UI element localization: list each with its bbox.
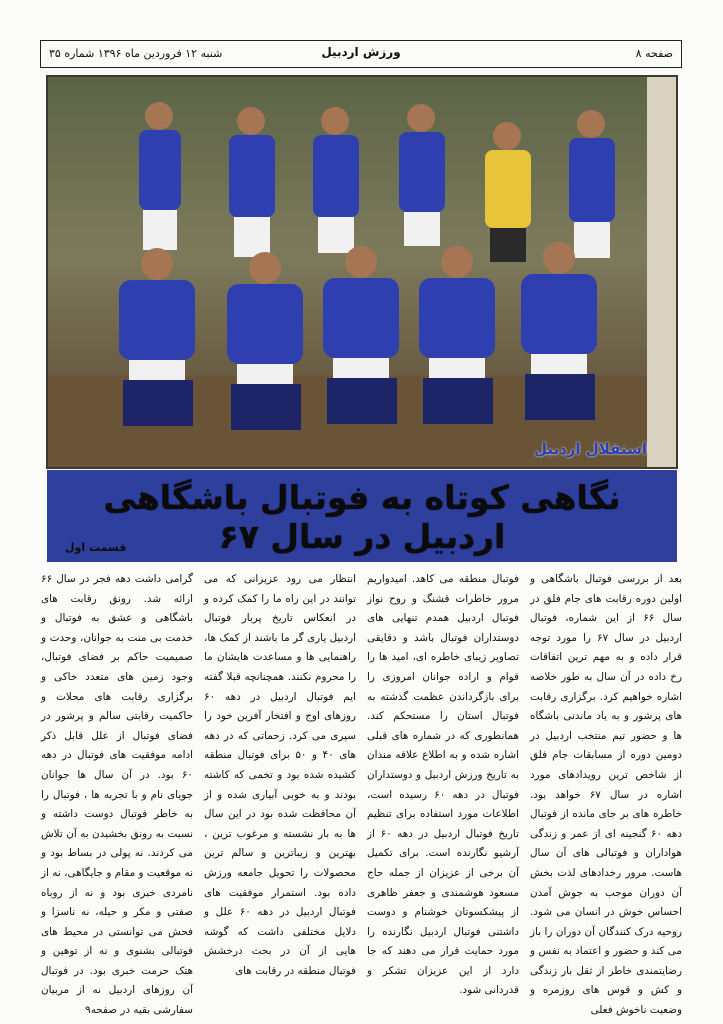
article-subtitle: قسمت اول [65,541,127,554]
photo-caption: استقلال اردبیل [533,440,647,458]
article-body [41,570,683,1017]
column-text: انتظار می رود عزیزانی که می توانند در این راه ما را کمک کرده و در انعکاس تاریخ پربار فوتبال اردبیل یاری گر ما باشند از کمک ها، راهنمایی ها و مساعدت هایشان ما را محروم نکنند. همچنانچه قبلا گفته ایم فوتبال اردبیل در دهه ۶۰ روزهای اوج و افتخار آفرین خود را سپری می کرد. زحماتی که در دهه های ۴۰ و ۵۰ برای فوتبال منطقه کشیده شده بود و تخمی که کاشته بودند و به خوبی آبیاری شده و از آن محافظت شده بود در این سال ها به بار نشسته و مرغوب ترین ، بهترین و زیباترین و سالم ترین محصولات را تحویل جامعه ورزش داده بود. استمرار موفقیت های فوتبال اردبیل در دهه ۶۰ علل و دلایل مختلفی داشت که گوشه هایی از آن در بحث درخشش فوتبال منطقه در رقابت های [204,573,356,977]
article-title: نگاهی کوتاه به فوتبال باشگاهی اردبیل در سال ۶۷ [103,478,621,556]
page-header [40,40,682,68]
column-text: فوتبال منطقه می کاهد. امیدواریم مرور خاطرات قشنگ و روح نواز فوتبال اردبیل همدم تنهایی های دوستداران فوتبال باشد و دقایقی تصاویر زیبای خاطره ای، امید ها را قوام و اراده جوانان امروزی را برای بازگرداندن عظمت گذشته به فوتبال استان را مستحکم کند. همانطوری که در شماره های قبلی اشاره شده و به اطلاع علاقه مندان به تاریخ ورزش اردبیل و دوستداران فوتبال در دهه ۶۰ رسیده است، اطلاعات مورد استفاده برای تنظیم تاریخ فوتبال اردبیل در دهه ۶۰ از آرشیو نگارنده است. برای تکمیل آن برخی از عزیزان از جمله حاج مسعود هوشمندی و جعفر ظاهری از پیشکسوتان خوشنام و دوست داشتنی فوتبال اردبیل نگارنده را مورد حمایت قرار می دهند که جا دارد از این عزیزان تشکر و قدردانی شود. [367,573,520,997]
article-column-2 [367,570,519,1010]
team-photo [47,76,677,468]
column-text: بعد از بررسی فوتبال باشگاهی و اولین دوره رقابت های جام فلق در سال ۶۶ از این شماره، فوتبال اردبیل در سال ۶۷ را مورد توجه قرار داده و به مهم ترین اتفاقات رخ داده در آن سال به طور خلاصه اشاره خواهیم کرد. برگزاری رقابت های پرشور و به یاد ماندنی باشگاه ها و حضور تیم منتخب اردبیل در دومین دوره از مسابقات جام فلق از شاخص ترین رویدادهای مورد اشاره در سال ۶۷ خواهد بود. خاطره های بر جای مانده از فوتبال دهه ۶۰ گنجینه ای از عمر و زندگی هواداران و فوتبالی های آن سال هاست. مرور رخدادهای لذت بخش آن دوران موجب به جوش آمدن احساس خوش در انسان می شود. روحیه درک کنندگان آن دوران را باز می کند و حضور و اعتماد به نفس و رضایتمندی خاطر از ثقل بار زندگی و کش و قوس های روزمره و وضعیت ناخوش فعلی [530,573,683,1017]
page-number: صفحه ۸ [635,47,673,60]
article-column-4 [41,570,193,1017]
column-text: گرامی داشت دهه فجر در سال ۶۶ ارائه شد. رونق رقابت های باشگاهی و عشق به فوتبال و خدمت بی منت به جوانان، وحدت و صمیمیت حاکم بر فضای فوتبال، وجود زمین های متعدد خاکی و برگزاری رقابت های محلات و حاکمیت رقابتی سالم و پرشور در فضای فوتبال از علل قابل ذکر ادامه موفقیت های فوتبال در دهه ۶۰ بود. در آن سال ها جوانان جویای نام و با تجربه ها ، فوتبال را به خاطر فوتبال دوست داشته و نسبت به رونق بخشیدن به آن تلاش می کردند. نه پولی در بساط بود و نه موقعیت و مقام و جایگاهی، نه از نامردی خبری بود و نه از روباه صفتی و مکر و حیله، نه ناسزا و فحش می توانستی در محیط های فوتبالی بشنوی و نه از توهین و هتک حرمت خبری بود. در فوتبال آن روزهای اردبیل نه از مربیان سفارشی بقیه در صفحه۹ [41,573,193,1017]
team-photo-illustration [47,76,677,468]
article-column-3 [204,570,356,1010]
title-banner [47,470,677,562]
article-column-1 [530,570,683,1017]
publication-name: ورزش اردبیل [321,45,401,59]
date-and-issue: شنبه ۱۲ فروردین ماه ۱۳۹۶ شماره ۳۵ [49,47,223,60]
